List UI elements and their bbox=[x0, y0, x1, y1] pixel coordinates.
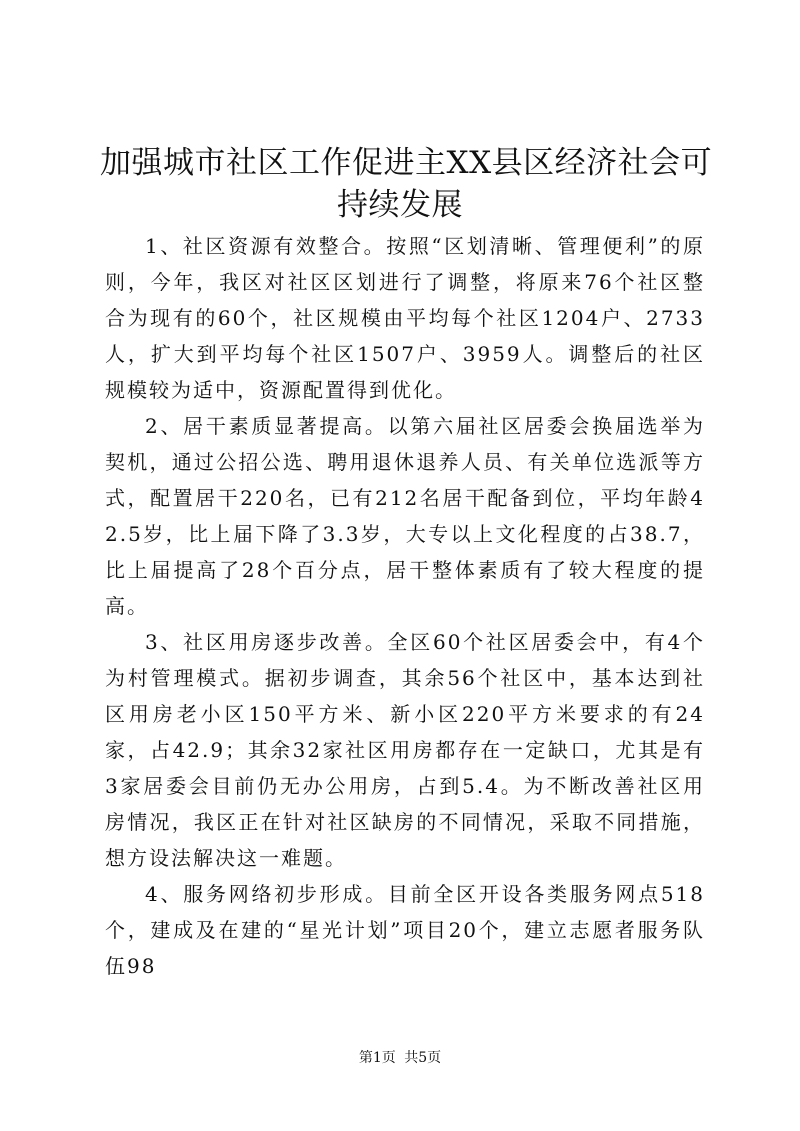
paragraph-2: 2、居干素质显著提高。以第六届社区居委会换届选举为契机，通过公招公选、聘用退休退养人员、有关单位选派等方式，配置居干220名，已有212名居干配备到位，平均年龄42.5岁，比上届下降了3.3岁，大专以上文化程度的占38.7，比上届提高了28个百分点，居干整体素质有了较大程度的提高。 bbox=[105, 414, 705, 618]
page-total: 共5页 bbox=[404, 1050, 442, 1066]
document-title bbox=[100, 142, 713, 226]
paragraph-3: 3、社区用房逐步改善。全区60个社区居委会中，有4个为村管理模式。据初步调查，其余56个社区中，基本达到社区用房老小区150平方米、新小区220平方米要求的有24家，占42.9；其余32家社区用房都存在一定缺口，尤其是有3家居委会目前仍无办公用房，占到5.4。为不断改善社区用房情况，我区正在针对社区缺房的不同情况，采取不同措施，想方设法解决这一难题。 bbox=[105, 630, 705, 870]
paragraph-1: 1、社区资源有效整合。按照“区划清晰、管理便利”的原则，今年，我区对社区区划进行了调整，将原来76个社区整合为现有的60个，社区规模由平均每个社区1204户、2733人，扩大到平均每个社区1507户、3959人。调整后的社区规模较为适中，资源配置得到优化。 bbox=[105, 234, 705, 402]
paragraph-4: 4、服务网络初步形成。目前全区开设各类服务网点518个，建成及在建的“星光计划”项目20个，建立志愿者服务队伍98 bbox=[105, 882, 705, 978]
page-footer bbox=[0, 1048, 800, 1068]
title-line-1: 加强城市社区工作促进主XX县区经济社会可 bbox=[100, 145, 713, 181]
document-body bbox=[105, 228, 705, 984]
page-number: 第1页 bbox=[358, 1050, 396, 1066]
title-line-2: 持续发展 bbox=[337, 187, 463, 223]
